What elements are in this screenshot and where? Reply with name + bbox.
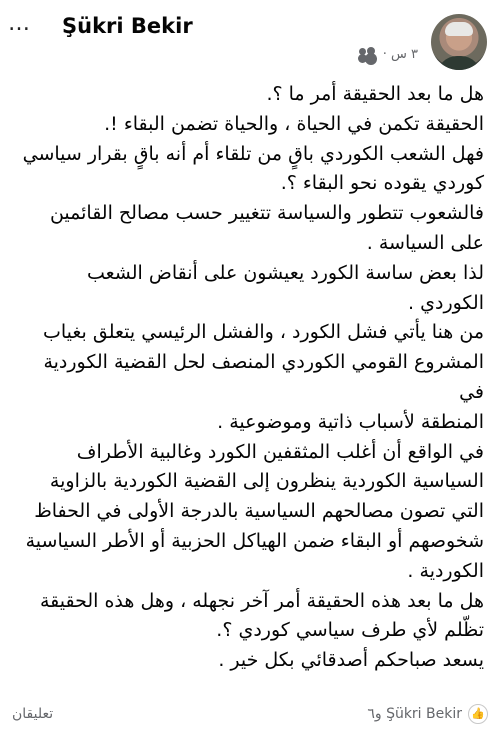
post-line: الحقيقة تكمن في الحياة ، والحياة تضمن البقاء !. xyxy=(104,112,484,135)
avatar-hair xyxy=(445,22,473,36)
post-line: تظّلم لأي طرف سياسي كوردي ؟. xyxy=(216,619,484,642)
avatar-shirt xyxy=(437,56,481,70)
post-line: التي تصون مصالحهم السياسية بالدرجة الأولى في الحفاظ xyxy=(34,500,484,523)
post-line: يسعد صباحكم أصدقائي بكل خير . xyxy=(218,649,484,672)
friends-audience-icon xyxy=(359,47,377,61)
post-line: في الواقع أن أغلب المثقفين الكورد وغالبية الأطراف xyxy=(76,440,484,463)
post-line: على السياسة . xyxy=(366,231,484,254)
post-line: المنطقة لأسباب ذاتية وموضوعية . xyxy=(217,410,484,433)
post-line: السياسية الكوردية ينظرون إلى القضية الكوردية بالزاوية xyxy=(49,470,484,493)
post-header xyxy=(0,0,500,52)
post-line: هل ما بعد الحقيقة أمر ما ؟. xyxy=(266,83,484,105)
post-body xyxy=(18,80,484,676)
post-line: شخوصهم أو البقاء ضمن الهياكل الحزبية أو الأطر السياسية xyxy=(25,529,484,552)
post-line: كوردي يقوده نحو البقاء ؟. xyxy=(280,172,484,195)
post-line: من هنا يأتي فشل الكورد ، والفشل الرئيسي يتعلق بغياب xyxy=(42,321,484,344)
author-name[interactable]: Şükri Bekir xyxy=(62,14,193,38)
reactions-label: Şükri Bekir و٦ xyxy=(367,706,462,722)
more-options-icon[interactable]: … xyxy=(8,11,31,36)
post-line: الكوردية . xyxy=(407,559,484,582)
post-line: لذا بعض ساسة الكورد يعيشون على أنقاض الشعب xyxy=(86,261,484,284)
reactions-summary[interactable] xyxy=(367,704,488,724)
post-line: هل ما بعد هذه الحقيقة أمر آخر نجهله ، وهل هذه الحقيقة xyxy=(39,589,484,612)
post-footer xyxy=(0,700,500,730)
avatar[interactable] xyxy=(431,14,487,70)
post-meta xyxy=(359,44,418,64)
post-line: فهل الشعب الكوردي باقٍ من تلقاء أم أنه باقٍ بقرار سياسي xyxy=(22,142,484,165)
comments-count[interactable]: تعليقان xyxy=(12,706,54,722)
post-timestamp[interactable]: ٣ س · xyxy=(382,46,418,62)
post-line: فالشعوب تتطور والسياسة تتغيير حسب مصالح القائمين xyxy=(49,202,484,225)
post-line: الكوردي . xyxy=(408,291,484,314)
like-reaction-icon: 👍 xyxy=(468,704,488,724)
post-line: المشروع القومي الكوردي المنصف لحل القضية الكوردية في xyxy=(43,351,484,403)
